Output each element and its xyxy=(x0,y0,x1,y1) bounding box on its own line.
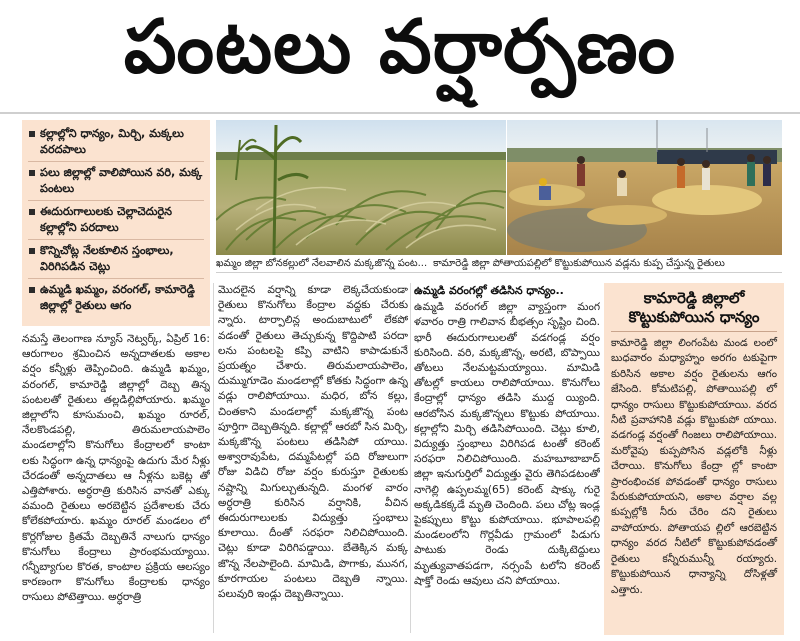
highlight-item: పలు జిల్లాల్లో వాలిపోయిన వరి, మక్క పంటలు xyxy=(28,165,204,201)
highlights-list xyxy=(28,126,204,317)
highlight-item: కొన్నిచోట్ల నేలకూలిన స్తంభాలు, విరిగిపడిన చెట్లు xyxy=(28,243,204,279)
sidebar-box xyxy=(604,283,784,635)
article-column-3 xyxy=(414,283,600,635)
highlights-box xyxy=(22,120,210,326)
article-text: ఉమ్మడి వరంగల్ జిల్లా వ్యాప్తంగా మంగ ళవారం రాత్రి గాలివాన బీభత్సం సృష్టిం చింది. భారీ ఈదురుగాలులతో వడగండ్ల వర్షం కురిసింది. వరి, మక్కజొన్న, అరటి, బొప్పాయి తోటలు నేలమట్టమయ్యాయి. మామిడి తోటల్లో కాయలు రాలిపోయాయి. కొనుగోలు కేంద్రాల్లో ధాన్యం తడిసి ముద్ద య్యింది. ఆరబోసిన మక్కజొన్నలు కొట్టుకు పోయాయి. కల్లాల్లోని మిర్చి తడిసిపోయింది. చెట్లు కూలి, విద్యుత్తు స్తంభాలు విరిగిపడ టంతో కరెంట్ సరఫరా నిలిచిపోయింది. మహబూబాబాద్ జిల్లా ఇనుగుర్తిలో విద్యుత్తు వైరు తెగిపడటంతో నాగెల్లి ఉప్పలమ్మ(65) కరెంట్ షాక్కు గురై అక్కడికక్కడే మృతి చెందింది. పలు చోట్ల ఇండ్ల పైకప్పులు కొట్టు కుపోయాయి. భూపాలపల్లి మండలంలోని గొర్లవీడు గ్రామంలో పిడుగు పాటుకు రెండు దుక్కిటెద్దులు మృత్యువాతపడగా, నర్సంపే టలోని కరెంట్ షాక్తో రెండు ఆవులు చని పోయాయి. xyxy=(414,301,600,587)
sidebar-text: కామారెడ్డి జిల్లా లింగంపేట మండ లంలో బుధవారం మధ్యాహ్నం అరగం టకుపైగా కురిసిన అకాల వర్షం రైతులను ఆగం జేసింది. కోమటిపల్లి, పోతాయిపల్లి లో ధాన్యం రాసులు కొట్టుకుపోయాయి. వరద నీటి ప్రవాహానికి వడ్లు కొట్టుకుపో యాయి. వడగండ్ల వర్షంతో గింజలు రాలిపోయాయి. మరోవైపు కుప్పపోసిన వడ్లలోకి నీళ్లు చేరాయి. కొనుగోలు కేంద్రా ల్లో కాంటా ప్రారంభించక పోవడంతో ధాన్యం రాసులు పేరుకుపోయాయని, అకాల వర్షాల వల్ల కుప్పల్లోకి నీరు చేరిం దని రైతులు వాపోయారు. పోతాయప ల్లిలో ఆరబెట్టిన ధాన్యం వరద నీటిలో కొట్టుకుపోవడంతో రైతులు కన్నీరుమున్నీ రయ్యారు. కొట్టుకుపోయిన ధాన్యాన్ని దోసిళ్లతో ఎత్తారు. xyxy=(611,337,777,596)
highlight-item: ఉమ్మడి ఖమ్మం, వరంగల్, కామారెడ్డి జిల్లాల్లో రైతులు ఆగం xyxy=(28,282,204,317)
article-column-1 xyxy=(22,332,210,634)
highlight-item: ఈదురుగాలులకు చెల్లాచెదురైన కల్లాల్లోని పరదాలు xyxy=(28,204,204,240)
sidebar-title: కామారెడ్డి జిల్లాలో కొట్టుకుపోయిన ధాన్యం xyxy=(611,289,777,332)
section-subhead: ఉమ్మడి వరంగల్లో తడిసిన ధాన్యం.. xyxy=(414,284,564,297)
photo-farmers-heaping-paddy xyxy=(507,120,782,255)
article-column-2 xyxy=(218,283,408,635)
article-text: నమస్తే తెలంగాణ న్యూస్ నెట్వర్క్, ఏప్రిల్ 16: ఆరుగాలం శ్రమించిన అన్నదాతలకు అకాల వర్షం కన్నీళ్లు తెప్పించింది. ఉమ్మడి ఖమ్మం, వరంగల్, కామారెడ్డి జిల్లాల్లో దెబ్బ తిన్న పంటలతో రైతులు తల్లడిల్లిపోయారు. ఖమ్మం జిల్లాలోని కూసుమంచి, ఖమ్మం రూరల్, నేలకొండపల్లి, తిరుమలాయపాలెం మండలాల్లోని కొనుగోలు కేంద్రాలలో కాంటా లకు సిద్ధంగా ఉన్న ధాన్యంపై ఉదుగు మేర నీళ్లు చేరడంతో అన్నదాతలు ఆ నీళ్లను బకెట్ల తో ఎత్తిపోశారు. అర్ధరాత్రి కురిసిన వానతో ఎక్కు వమంది రైతులు అరబెట్టిన ప్రదేశాలకు చేరు కోలేకపోయారు. ఖమ్మం రూరల్ మండలం లో కొర్లగోజుల క్రితమే దెబ్బతినే నాలుగు ధాన్యం కొనుగోలు కేంద్రాలు ప్రారంభమయ్యాయి. గన్నీబ్యాగుల కొరత, కాంటాల ప్రక్రియ ఆలస్యం కారణంగా కొనుగోలు కేంద్రాలకు ధాన్యం రాసులు పోటెత్తాయి. అర్ధరాత్రి xyxy=(22,333,210,604)
photo-caption-right: కామారెడ్డి జిల్లా పోతాయపల్లిలో కొట్టుకుపోయిన వడ్లను కుప్ప చేస్తున్న రైతులు xyxy=(433,258,725,269)
headline: పంటలు వర్షార్పణం xyxy=(123,4,677,90)
article-text: మొదలైన వర్షాన్ని కూడా లెక్కచేయకుండా రైతులు కొనుగోలు కేంద్రాల వద్దకు చేరుకు న్నారు. టార్పాలిన్ల అందుబాటులో లేకపో వడంతో రైతులు తెచ్చుకున్న కొద్దిపాటి పరదా లను పంటలపై కప్పి వాటిని కాపాడుకునే ప్రయత్నం చేశారు. తిరుమలాయపాలెం, దుమ్ముగూడెం మండలాల్లో కోతకు సిద్ధంగా ఉన్న వడ్లు రాలిపోయాయి. మధిర, బోన కల్లు, చింతకాని మండలాల్లో మక్కజొన్న పంట పూర్తిగా దెబ్బతిన్నది. కల్లాల్లో ఆరబో సిన మిర్చి, మక్కజొన్న పంటలు తడిసిపో యాయి. అశ్వారావుపేట, దమ్మపేటల్లో పది రోజులుగా రోజు విడిచి రోజు వర్షం కురుస్తూ రైతులకు నష్టాన్ని మిగుల్చుతున్నది. మంగళ వారం అర్ధరాత్రి కురిసిన వర్షానికి, వీచిన ఈదురుగాలులకు విద్యుత్తు స్తంభాలు కూలాయి. దీంతో సరఫరా నిలిచిపోయింది. చెట్లు కూడా విరిగిపడ్డాయి. బేతెక్కిన మక్క జొన్న నేలపాలైంది. మామిడి, పొగాకు, మునగ, కూరగాయల పంటలు దెబ్బతి న్నాయి. పలువురి ఇండ్లు దెబ్బతిన్నాయి. xyxy=(218,284,408,601)
column-divider xyxy=(410,283,411,633)
photo-flattened-maize xyxy=(216,120,506,255)
highlight-item: కల్లాల్లోని ధాన్యం, మిర్చి, మక్కలు వరదపాలు xyxy=(28,126,204,162)
headline-rule xyxy=(0,112,800,114)
column-divider xyxy=(213,283,214,633)
photo-captions xyxy=(216,256,782,273)
photo-caption-left: ఖమ్మం జిల్లా బోనకల్లులో నేలవాలిన మక్కజొన్న పంట... xyxy=(216,258,428,269)
